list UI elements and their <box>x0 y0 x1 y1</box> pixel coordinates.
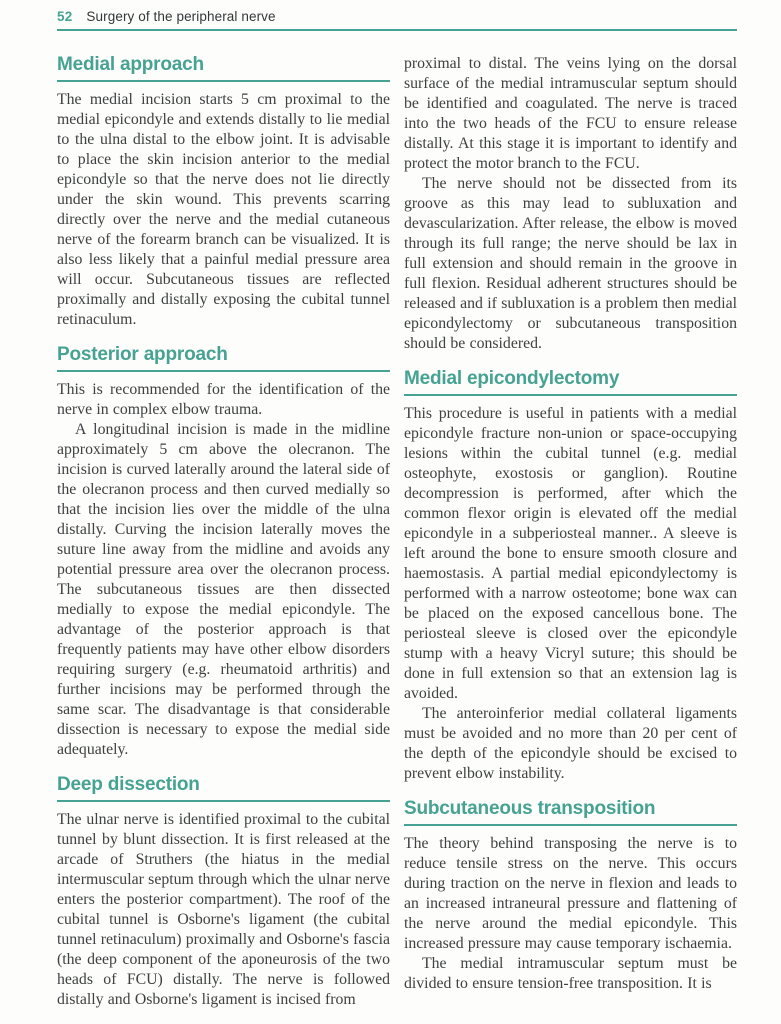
paragraph: The ulnar nerve is identified proximal to the cubital tunnel by blunt dissection. It is first released at the arcade of Struthers (the hiatus in the medial intermuscular septum through which the ulnar nerve enters the posterior compartment). The roof of the cubital tunnel is Osborne's ligament (the cubital tunnel retinaculum) proximally and Osborne's fascia (the deep component of the aponeurosis of the two heads of FCU) distally. The nerve is followed distally and Osborne's ligament is incised from <box>57 811 390 1008</box>
section-posterior-approach <box>57 344 390 760</box>
paragraph: proximal to distal. The veins lying on the dorsal surface of the medial intramuscular septum should be identified and coagulated. The nerve is traced into the two heads of the FCU to ensure release distally. At this stage it is important to identify and protect the motor branch to the FCU. <box>404 55 737 172</box>
section-medial-approach <box>57 54 390 330</box>
running-header <box>57 9 737 31</box>
page-number: 52 <box>57 9 73 24</box>
section-deep-dissection <box>57 774 390 1010</box>
section-heading: Posterior approach <box>57 344 390 372</box>
section-heading: Medial epicondylectomy <box>404 368 737 396</box>
section-heading: Subcutaneous transposition <box>404 798 737 826</box>
paragraph: The nerve should not be dissected from its groove as this may lead to subluxation and devascularization. After release, the elbow is moved through its full range; the nerve should be lax in full extension and should remain in the groove in full flexion. Residual adherent structures should be released and if subluxation is a problem then medial epicondylectomy or subcutaneous transposition should be considered. <box>404 175 737 352</box>
section-heading: Deep dissection <box>57 774 390 802</box>
section-deep-dissection-continued <box>404 54 737 354</box>
two-column-layout <box>57 54 737 1010</box>
paragraph: The anteroinferior medial collateral ligaments must be avoided and no more than 20 per cent of the depth of the epicondyle should be excised to prevent elbow instability. <box>404 705 737 782</box>
section-heading: Medial approach <box>57 54 390 82</box>
paragraph: The theory behind transposing the nerve is to reduce tensile stress on the nerve. This occurs during traction on the nerve in flexion and leads to an increased intraneural pressure and flattening of the nerve around the medial epicondyle. This increased pressure may cause temporary ischaemia. <box>404 835 737 952</box>
paragraph: This procedure is useful in patients with a medial epicondyle fracture non-union or space-occupying lesions within the cubital tunnel (e.g. medial osteophyte, exostosis or ganglion). Routine decompression is performed, after which the common flexor origin is elevated off the medial epicondyle in a subperiosteal manner.. A sleeve is left around the bone to ensure smooth closure and haemostasis. A partial medial epicondylectomy is performed with a narrow osteotome; bone wax can be placed on the exposed cancellous bone. The periosteal sleeve is closed over the epicondyle stump with a heavy Vicryl suture; this should be done in full extension so that an extension lag is avoided. <box>404 405 737 702</box>
running-title: Surgery of the peripheral nerve <box>86 9 276 24</box>
paragraph: A longitudinal incision is made in the midline approximately 5 cm above the olecranon. The incision is curved laterally around the lateral side of the olecranon process and then curved medially so that the incision lies over the middle of the ulna distally. Curving the incision laterally moves the suture line away from the midline and avoids any potential pressure area over the olecranon process. The subcutaneous tissues are then dissected medially to expose the medial epicondyle. The advantage of the posterior approach is that frequently patients may have other elbow disorders requiring surgery (e.g. rheumatoid arthritis) and further incisions may be performed through the same scar. The disadvantage is that considerable dissection is necessary to expose the medial side adequately. <box>57 421 390 758</box>
paragraph: This is recommended for the identification of the nerve in complex elbow trauma. <box>57 381 390 418</box>
section-medial-epicondylectomy <box>404 368 737 784</box>
paragraph: The medial intramuscular septum must be divided to ensure tension-free transposition. It is <box>404 955 737 992</box>
paragraph: The medial incision starts 5 cm proximal to the medial epicondyle and extends distally to lie medial to the ulna distal to the elbow joint. It is advisable to place the skin incision anterior to the medial epicondyle so that the nerve does not lie directly under the skin wound. This prevents scarring directly over the nerve and the medial cutaneous nerve of the forearm branch can be visualized. It is also less likely that a painful medial pressure area will occur. Subcutaneous tissues are reflected proximally and distally exposing the cubital tunnel retinaculum. <box>57 91 390 328</box>
left-column <box>57 54 390 1010</box>
section-subcutaneous-transposition <box>404 798 737 994</box>
right-column <box>404 54 737 1010</box>
